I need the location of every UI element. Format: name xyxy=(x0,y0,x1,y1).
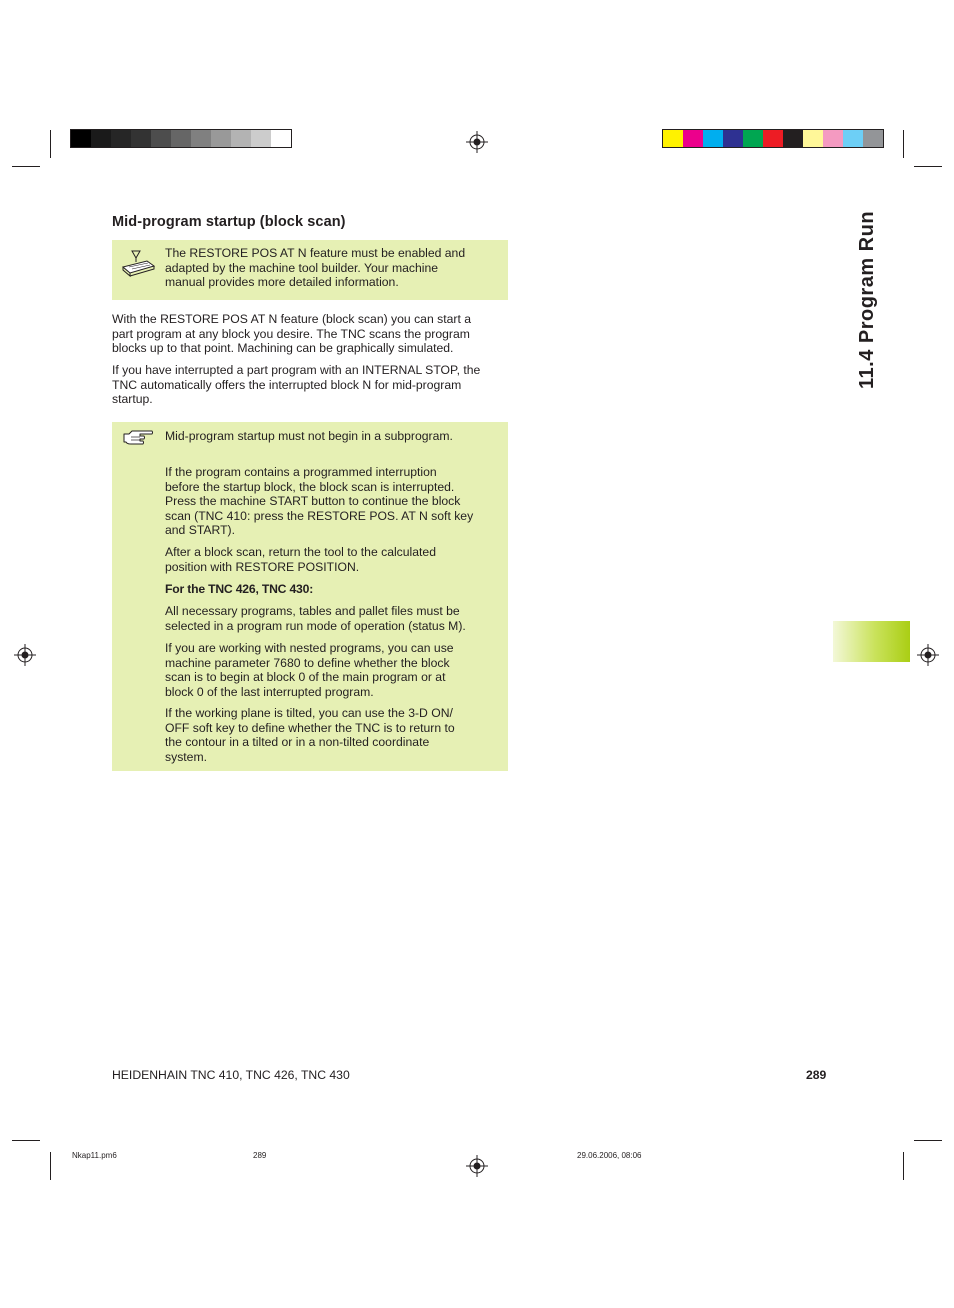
machine-keyboard-icon xyxy=(121,249,155,277)
footer-product: HEIDENHAIN TNC 410, TNC 426, TNC 430 xyxy=(112,1068,350,1082)
calibration-swatch xyxy=(191,130,211,147)
calibration-swatch xyxy=(111,130,131,147)
text-line: If you are working with nested programs, you can use xyxy=(165,641,454,655)
color-calibration-bar xyxy=(662,129,884,148)
chapter-tab xyxy=(833,621,910,662)
calibration-swatch xyxy=(763,130,783,147)
text-line: machine parameter 7680 to define whether the block xyxy=(165,655,450,670)
text-line: With the RESTORE POS AT N feature (block scan) you can start a xyxy=(112,312,471,326)
text-line: TNC automatically offers the interrupted block N for mid-program xyxy=(112,377,462,392)
registration-mark-icon xyxy=(14,644,36,666)
slug-datetime: 29.06.2006, 08:06 xyxy=(577,1151,642,1160)
hint-subheading: For the TNC 426, TNC 430: xyxy=(165,582,314,596)
page-number: 289 xyxy=(806,1068,827,1082)
text-line: If the program contains a programmed interruption xyxy=(165,465,437,479)
text-line: OFF soft key to define whether the TNC is to return to xyxy=(165,720,455,735)
crop-mark xyxy=(50,1152,51,1180)
intro-paragraph xyxy=(112,312,471,356)
registration-mark-icon xyxy=(466,131,488,153)
hint-paragraph xyxy=(165,545,495,574)
calibration-swatch xyxy=(863,130,883,147)
text-line: scan is to begin at block 0 of the main program or at xyxy=(165,670,446,685)
hint-paragraph xyxy=(165,465,495,538)
text-line: blocks up to that point. Machining can be graphically simulated. xyxy=(112,341,454,356)
text-line: system. xyxy=(165,749,207,764)
calibration-swatch xyxy=(251,130,271,147)
hint-paragraph xyxy=(165,641,495,699)
text-line: Mid-program startup must not begin in a subprogram. xyxy=(165,429,453,443)
calibration-swatch xyxy=(271,130,291,147)
calibration-swatch xyxy=(171,130,191,147)
text-line: before the startup block, the block scan is interrupted. xyxy=(165,479,455,494)
text-line: selected in a program run mode of operation (status M). xyxy=(165,618,466,633)
hint-paragraph xyxy=(165,429,495,444)
text-line: After a block scan, return the tool to the calculated xyxy=(165,545,436,559)
calibration-swatch xyxy=(723,130,743,147)
slug-filename: Nkap11.pm6 xyxy=(72,1151,117,1160)
calibration-swatch xyxy=(703,130,723,147)
calibration-swatch xyxy=(803,130,823,147)
calibration-swatch xyxy=(151,130,171,147)
calibration-swatch xyxy=(71,130,91,147)
crop-mark xyxy=(12,166,40,167)
text-line: the contour in a tilted or in a non-tilted coordinate xyxy=(165,735,430,750)
text-line: If you have interrupted a part program with an INTERNAL STOP, the xyxy=(112,363,481,377)
chapter-side-title: 11.4 Program Run xyxy=(856,210,878,389)
grayscale-calibration-bar xyxy=(70,129,292,148)
calibration-swatch xyxy=(131,130,151,147)
calibration-swatch xyxy=(683,130,703,147)
text-line: and START). xyxy=(165,523,235,538)
crop-mark xyxy=(50,130,51,158)
calibration-swatch xyxy=(743,130,763,147)
text-line: All necessary programs, tables and pallet files must be xyxy=(165,604,460,618)
crop-mark xyxy=(914,1140,942,1141)
note-line: manual provides more detailed information. xyxy=(165,275,399,290)
crop-mark xyxy=(903,1152,904,1180)
machine-note-box xyxy=(112,240,508,300)
text-line: block 0 of the last interrupted program. xyxy=(165,684,374,699)
hint-paragraph xyxy=(165,706,495,764)
section-heading: Mid-program startup (block scan) xyxy=(112,214,346,230)
text-line: Press the machine START button to continue the block xyxy=(165,494,461,509)
calibration-swatch xyxy=(91,130,111,147)
crop-mark xyxy=(903,130,904,158)
calibration-swatch xyxy=(783,130,803,147)
registration-mark-icon xyxy=(466,1155,488,1177)
calibration-swatch xyxy=(231,130,251,147)
intro-paragraph xyxy=(112,363,480,407)
calibration-swatch xyxy=(211,130,231,147)
note-line: The RESTORE POS AT N feature must be enabled and xyxy=(165,246,466,260)
text-line: scan (TNC 410: press the RESTORE POS. AT N soft key xyxy=(165,508,474,523)
crop-mark xyxy=(914,166,942,167)
calibration-swatch xyxy=(823,130,843,147)
calibration-swatch xyxy=(843,130,863,147)
crop-mark xyxy=(12,1140,40,1141)
registration-mark-icon xyxy=(917,644,939,666)
text-line: startup. xyxy=(112,392,153,407)
text-line: If the working plane is tilted, you can use the 3-D ON/ xyxy=(165,706,453,720)
text-line: part program at any block you desire. The TNC scans the program xyxy=(112,326,470,341)
slug-page: 289 xyxy=(253,1151,267,1160)
pointing-hand-icon xyxy=(122,427,154,447)
calibration-swatch xyxy=(663,130,683,147)
text-line: position with RESTORE POSITION. xyxy=(165,559,360,574)
hint-paragraph xyxy=(165,604,495,633)
note-line: adapted by the machine tool builder. Your machine xyxy=(165,260,439,275)
